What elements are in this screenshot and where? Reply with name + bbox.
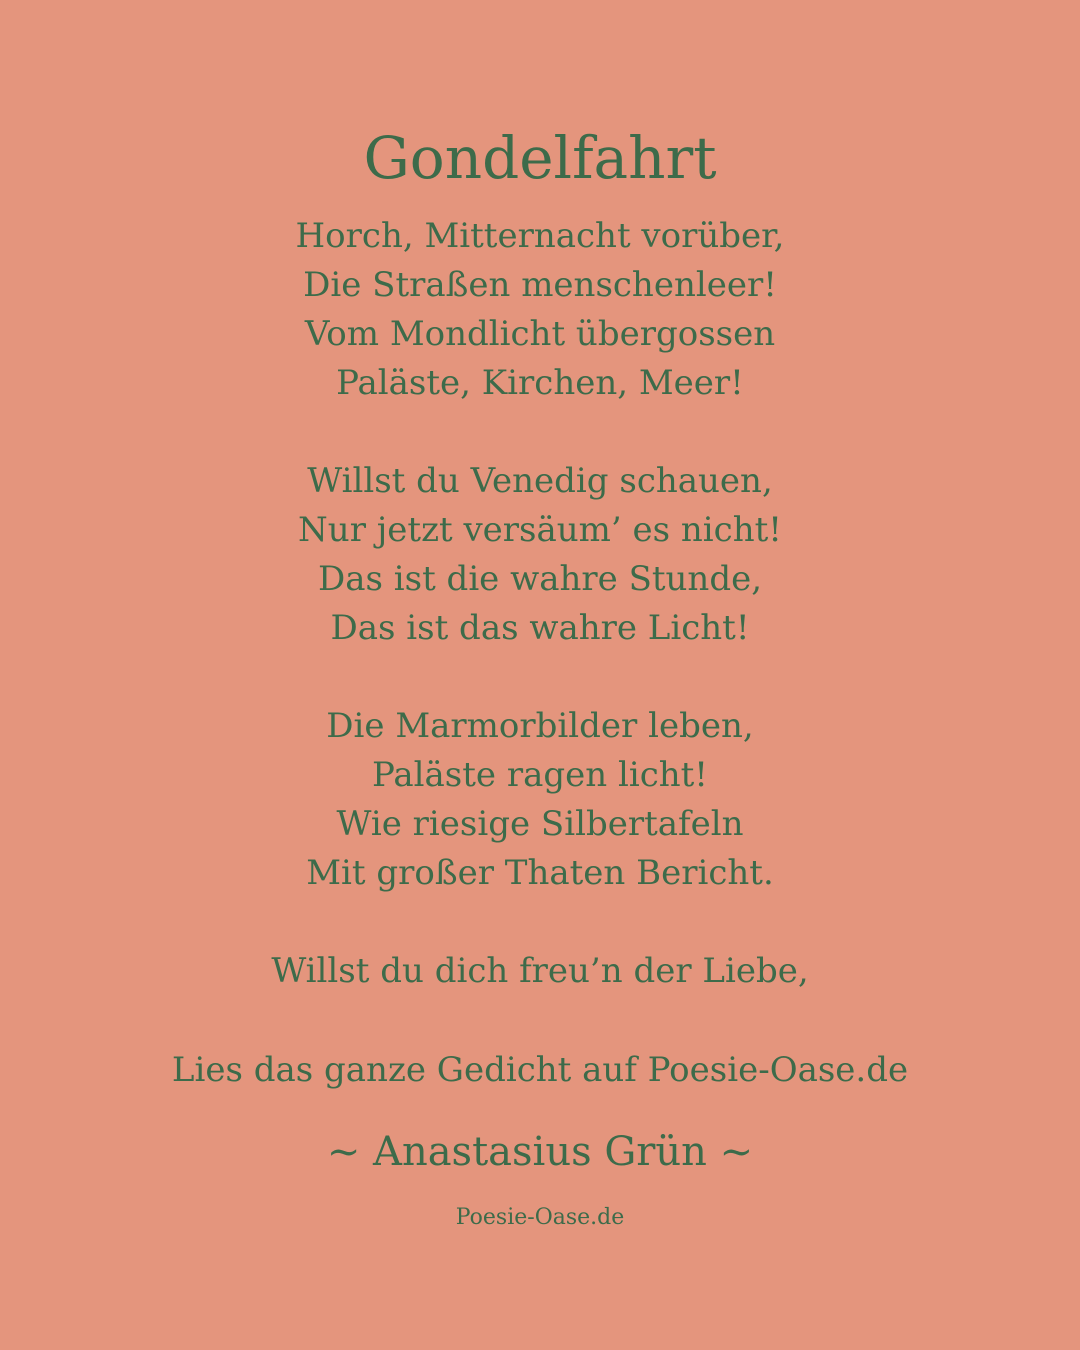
- author-name: ~ Anastasius Grün ~: [326, 1129, 754, 1175]
- poem-line: Das ist die wahre Stunde,: [317, 559, 763, 599]
- site-watermark: Poesie-Oase.de: [455, 1205, 625, 1230]
- stanza-4: [0, 947, 1080, 996]
- poem-line: Horch, Mitternacht vorüber,: [295, 216, 785, 256]
- poem-line: Nur jetzt versäum’ es nicht!: [298, 510, 782, 550]
- poem-line: Das ist das wahre Licht!: [330, 608, 750, 648]
- poem-body: [0, 212, 1080, 1045]
- stanza-1: [0, 212, 1080, 408]
- poem-line: Willst du Venedig schauen,: [307, 461, 773, 501]
- poem-line: Paläste, Kirchen, Meer!: [336, 363, 744, 403]
- poem-line: Wie riesige Silbertafeln: [336, 804, 744, 844]
- poem-line: Paläste ragen licht!: [372, 755, 708, 795]
- poem-title: Gondelfahrt: [363, 124, 717, 192]
- poem-line: Die Marmorbilder leben,: [326, 706, 754, 746]
- poem-line: Mit großer Thaten Bericht.: [306, 853, 774, 893]
- stanza-3: [0, 702, 1080, 898]
- poem-line: Die Straßen menschenleer!: [303, 265, 777, 305]
- read-full-poem-text: Lies das ganze Gedicht auf Poesie-Oase.de: [171, 1050, 909, 1090]
- poem-line: Willst du dich freu’n der Liebe,: [271, 951, 809, 991]
- poem-line: Vom Mondlicht übergossen: [304, 314, 776, 354]
- stanza-2: [0, 457, 1080, 653]
